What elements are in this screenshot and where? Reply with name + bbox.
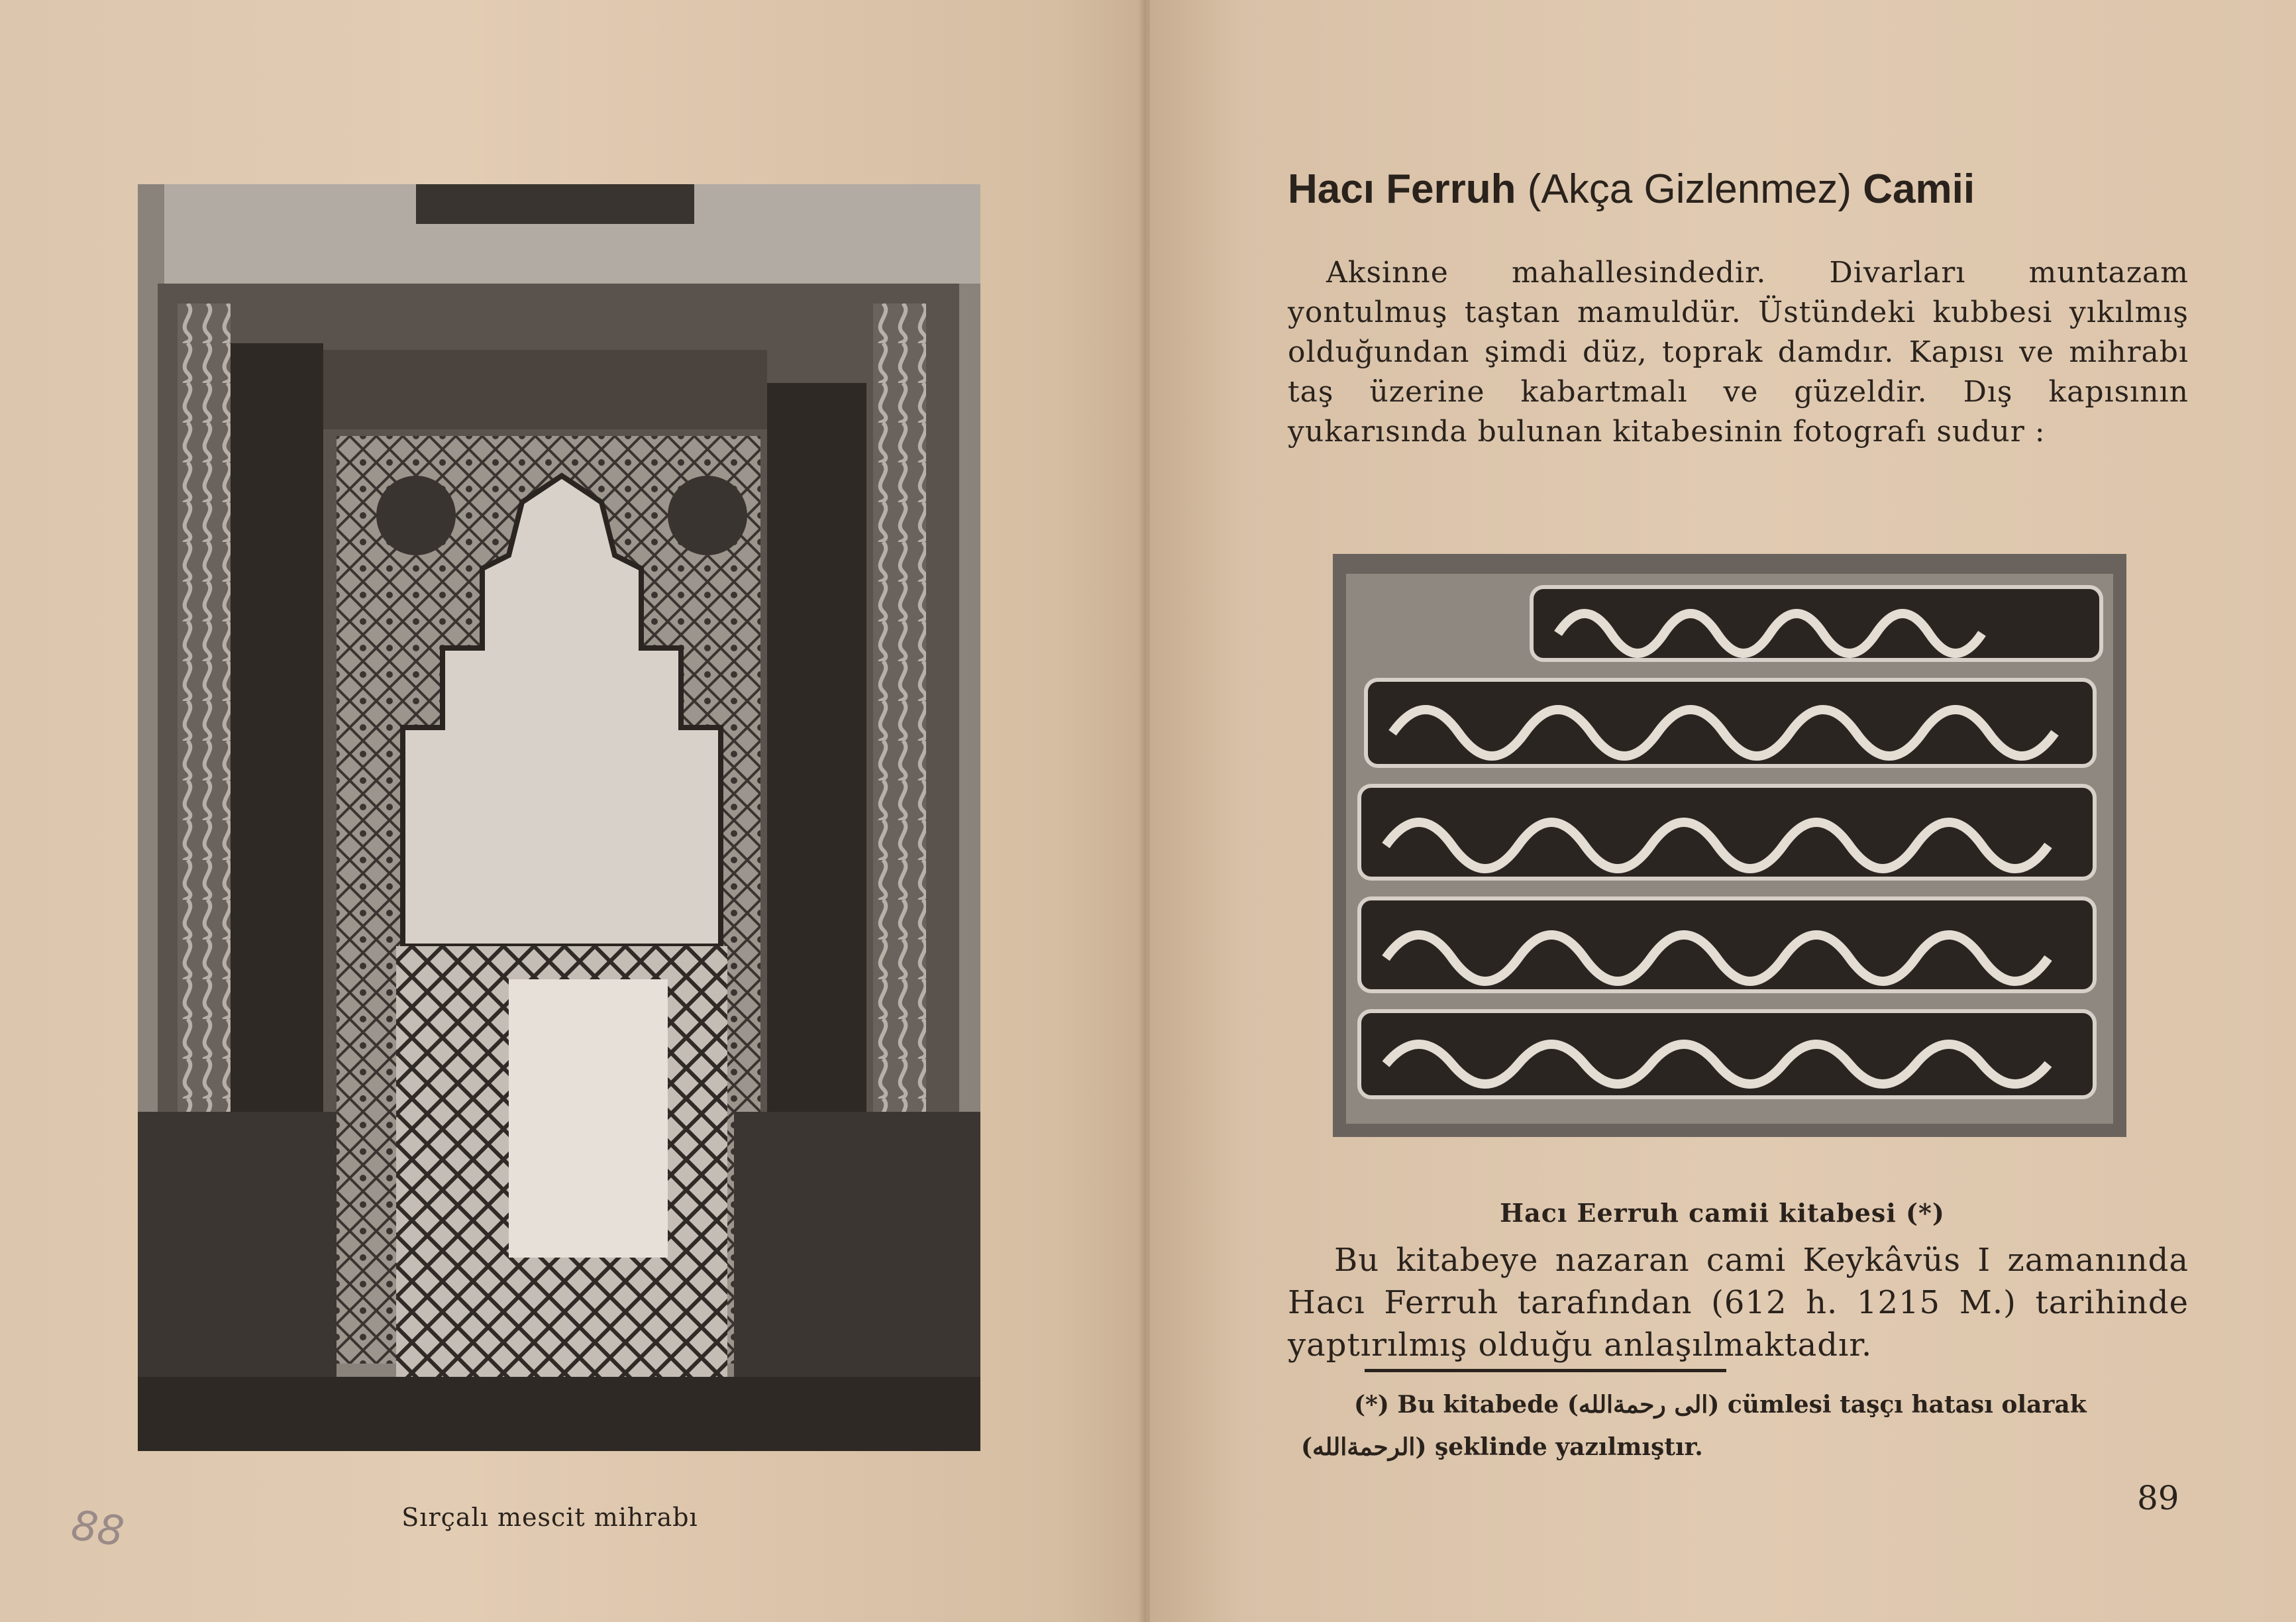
intro-paragraph-text: Aksinne mahallesindedir. Divarları muntazam yontulmuş taştan mamuldür. Üstündeki kubbesi yıkılmış olduğundan şimdi düz, toprak damdır. Kapısı ve mihrabı taş üzerine kabartmalı ve güzeldir. Dış kapısının yukarısında bulunan kitabesinin fotografı sudur : bbox=[1288, 256, 2189, 449]
page-title bbox=[1288, 166, 2189, 213]
inscription-image bbox=[1333, 554, 2126, 1137]
page-number: 89 bbox=[2137, 1479, 2179, 1517]
pencil-page-note: 88 bbox=[68, 1500, 127, 1556]
left-photo-caption: Sırçalı mescit mihrabı bbox=[401, 1503, 698, 1532]
footnote-divider bbox=[1365, 1369, 1726, 1372]
inscription-photograph bbox=[1333, 554, 2126, 1137]
footnote-line-1: (*) Bu kitabede (الی رحمةالله) cümlesi taşçı hatası olarak bbox=[1354, 1391, 2087, 1419]
intro-paragraph bbox=[1288, 253, 2189, 452]
title-alias: (Akça Gizlenmez) bbox=[1527, 166, 1852, 212]
title-name: Hacı Ferruh bbox=[1288, 166, 1516, 212]
title-camii: Camii bbox=[1863, 166, 1975, 212]
inscription-caption: Hacı Eerruh camii kitabesi (*) bbox=[1500, 1198, 1945, 1228]
footnote-line-2: (الرحمةالله) şeklinde yazılmıştır. bbox=[1301, 1433, 1703, 1461]
left-page bbox=[0, 0, 1146, 1622]
footnote bbox=[1301, 1383, 2202, 1468]
dating-paragraph bbox=[1288, 1239, 2189, 1366]
mihrab-image bbox=[138, 184, 980, 1451]
dating-paragraph-text: Bu kitabeye nazaran cami Keykâvüs I zamanında Hacı Ferruh tarafından (612 h. 1215 M.) tarihinde yaptırılmış olduğu anlaşılmaktadır. bbox=[1288, 1242, 2189, 1364]
mihrab-photograph bbox=[138, 184, 980, 1451]
